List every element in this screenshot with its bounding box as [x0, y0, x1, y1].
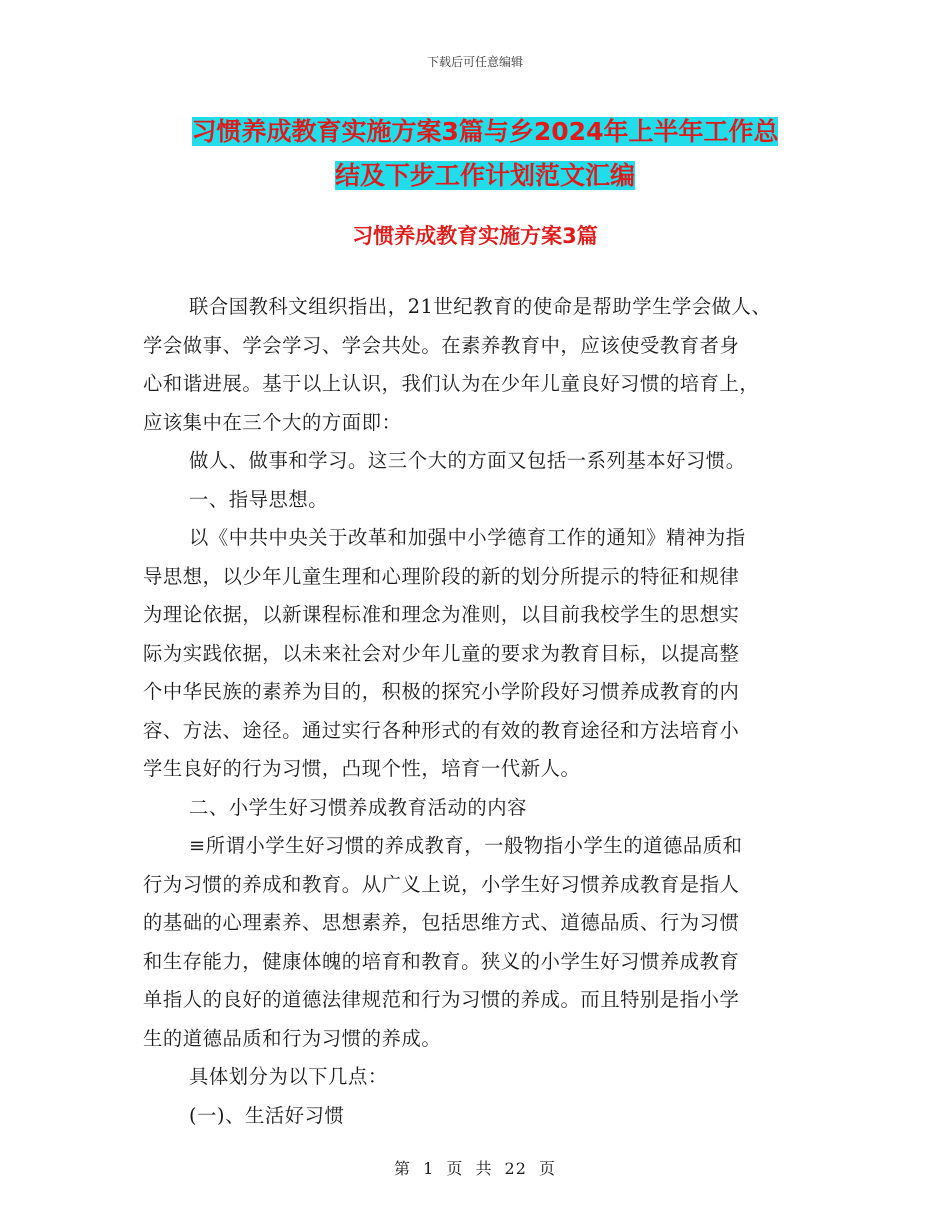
document-title — [140, 110, 830, 198]
body-line: 学会做事、学会学习、学会共处。在素养教育中，应该使受教育者身 — [143, 333, 740, 357]
body-line: 单指人的良好的道德法律规范和行为习惯的养成。而且特别是指小学 — [143, 988, 740, 1011]
body-line: 学生良好的行为习惯，凸现个性，培育一代新人。 — [143, 757, 581, 780]
section-heading: 一、指导思想。 — [189, 487, 329, 511]
body-line: 以《中共中央关于改革和加强中小学德育工作的通知》精神为指 — [189, 526, 746, 549]
body-line: 做人、做事和学习。这三个大的方面又包括一系列基本好习惯。 — [189, 449, 746, 472]
body-line: 具体划分为以下几点： — [189, 1065, 388, 1088]
document-title-line-1: 习惯养成教育实施方案3篇与乡2024年上半年工作总 — [191, 117, 779, 146]
document-title-line-2: 结及下步工作计划范文汇编 — [334, 161, 635, 190]
page-header: 下载后可任意编辑 — [426, 55, 523, 69]
body-line: 生的道德品质和行为习惯的养成。 — [143, 1026, 442, 1050]
document-body — [143, 288, 823, 1135]
body-line: 的基础的心理素养、思想素养，包括思维方式、道德品质、行为习惯 — [143, 911, 740, 934]
body-line: 心和谐进展。基于以上认识，我们认为在少年儿童良好习惯的培育上， — [143, 372, 760, 395]
page-footer: 第 1 页 共 22 页 — [394, 1159, 556, 1178]
body-line: ≡所谓小学生好习惯的养成教育，一般物指小学生的道德品质和 — [189, 834, 743, 857]
body-line: 行为习惯的养成和教育。从广义上说，小学生好习惯养成教育是指人 — [143, 872, 740, 896]
body-line: 际为实践依据，以未来社会对少年儿童的要求为教育目标，以提高整 — [143, 641, 740, 665]
section-heading: 二、小学生好习惯养成教育活动的内容 — [189, 795, 527, 819]
body-line: 导思想，以少年儿童生理和心理阶段的新的划分所提示的特征和规律 — [143, 564, 740, 588]
section-title: 习惯养成教育实施方案3篇 — [352, 224, 598, 248]
body-line: 应该集中在三个大的方面即： — [143, 410, 402, 434]
body-line: 和生存能力，健康体魄的培育和教育。狭义的小学生好习惯养成教育 — [143, 949, 740, 973]
body-line: 联合国教科文组织指出，21世纪教育的使命是帮助学生学会做人、 — [189, 295, 772, 318]
subsection-heading: (一)、生活好习惯 — [189, 1103, 345, 1127]
body-line: 容、方法、途径。通过实行各种形式的有效的教育途径和方法培育小 — [143, 718, 740, 742]
body-line: 个中华民族的素养为目的，积极的探究小学阶段好习惯养成教育的内 — [143, 680, 740, 703]
body-line: 为理论依据，以新课程标准和理念为准则，以目前我校学生的思想实 — [143, 603, 740, 626]
